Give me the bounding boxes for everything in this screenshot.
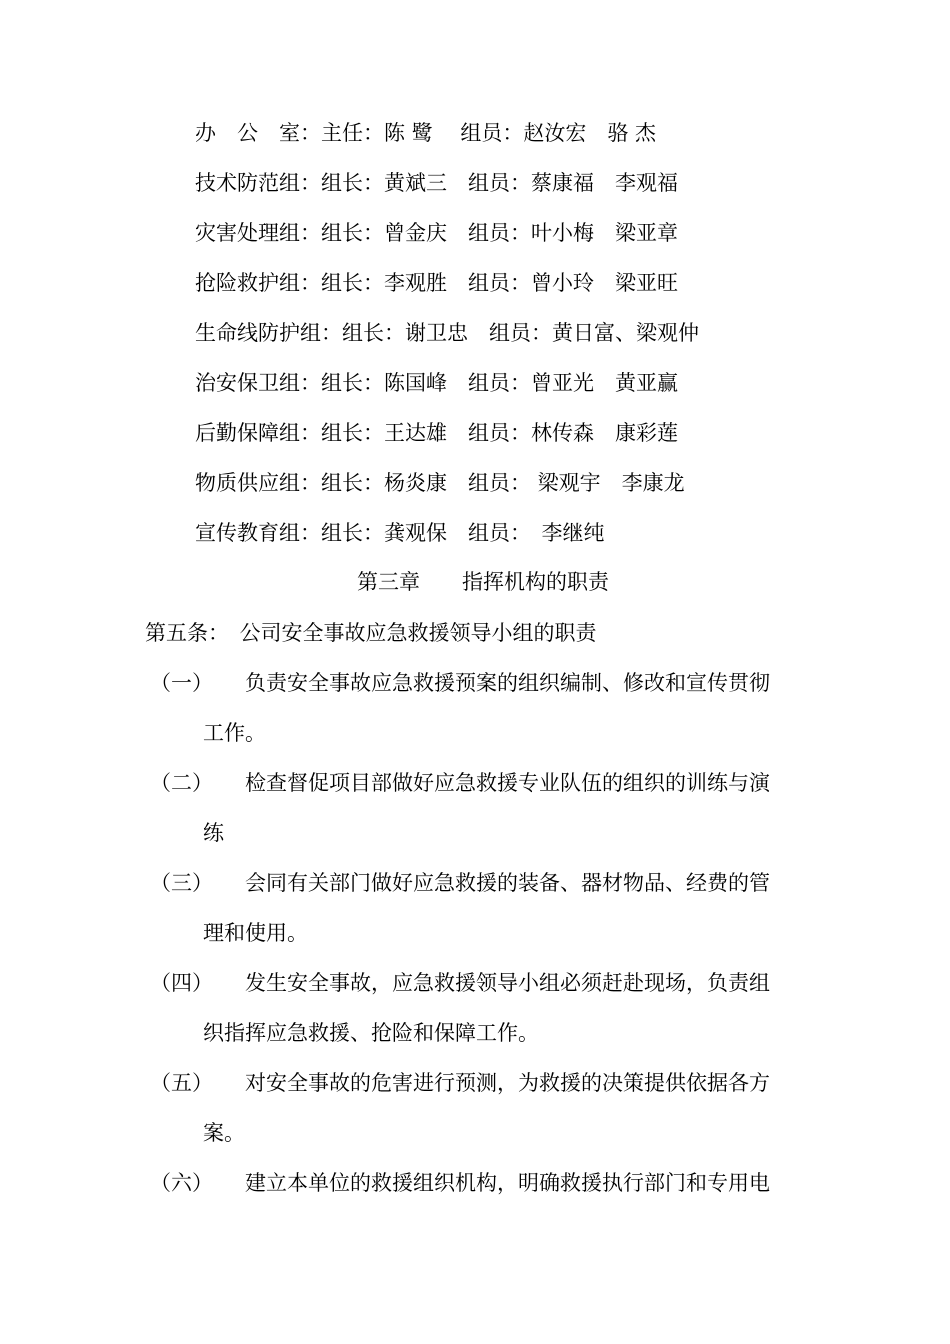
item-text: 发生安全事故，应急救援领导小组必须赶赴现场，负责组 bbox=[245, 971, 770, 995]
item-text: 建立本单位的救援组织机构，明确救援执行部门和专用电 bbox=[245, 1171, 770, 1195]
team-line-tech-defense: 技术防范组：组长：黄斌三 组员：蔡康福 李观福 bbox=[195, 171, 678, 195]
item-text: 对安全事故的危害进行预测，为救援的决策提供依据各方 bbox=[245, 1071, 770, 1095]
item-text-continued: 理和使用。 bbox=[203, 921, 308, 945]
team-line-lifeline: 生命线防护组：组长：谢卫忠 组员：黄日富、梁观仲 bbox=[195, 321, 699, 345]
item-number: （一） bbox=[150, 671, 213, 695]
item-text-continued: 织指挥应急救援、抢险和保障工作。 bbox=[203, 1021, 539, 1045]
item-text-continued: 练 bbox=[203, 821, 224, 845]
team-line-disaster-handling: 灾害处理组：组长：曾金庆 组员：叶小梅 梁亚章 bbox=[195, 221, 678, 245]
team-line-office: 办 公 室：主任：陈 鹭 组员：赵汝宏 骆 杰 bbox=[195, 121, 657, 145]
item-number: （五） bbox=[150, 1071, 213, 1095]
item-text: 会同有关部门做好应急救援的装备、器材物品、经费的管 bbox=[245, 871, 770, 895]
team-line-security: 治安保卫组：组长：陈国峰 组员：曾亚光 黄亚赢 bbox=[195, 371, 678, 395]
item-number: （二） bbox=[150, 771, 213, 795]
team-line-rescue: 抢险救护组：组长：李观胜 组员：曾小玲 梁亚旺 bbox=[195, 271, 678, 295]
chapter-title: 第三章 指挥机构的职责 bbox=[357, 570, 609, 594]
item-text: 检查督促项目部做好应急救援专业队伍的组织的训练与演 bbox=[245, 771, 770, 795]
article-heading: 第五条： 公司安全事故应急救援领导小组的职责 bbox=[145, 621, 597, 645]
item-number: （四） bbox=[150, 971, 213, 995]
item-number: （三） bbox=[150, 871, 213, 895]
team-line-supply: 物质供应组：组长：杨炎康 组员： 梁观宇 李康龙 bbox=[195, 471, 685, 495]
item-text-continued: 案。 bbox=[203, 1121, 245, 1145]
item-text-continued: 工作。 bbox=[203, 721, 266, 745]
item-text: 负责安全事故应急救援预案的组织编制、修改和宣传贯彻 bbox=[245, 671, 770, 695]
team-line-logistics: 后勤保障组：组长：王达雄 组员：林传森 康彩莲 bbox=[195, 421, 678, 445]
team-line-publicity: 宣传教育组：组长：龚观保 组员： 李继纯 bbox=[195, 521, 605, 545]
item-number: （六） bbox=[150, 1171, 213, 1195]
